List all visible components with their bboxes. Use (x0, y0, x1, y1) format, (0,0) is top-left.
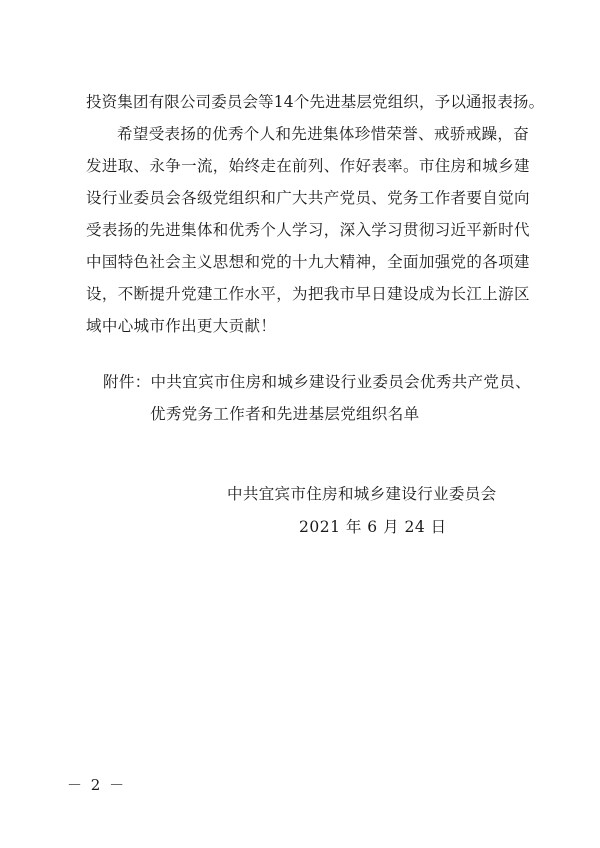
body-line-8: 域中心城市作出更大贡献！ (86, 317, 277, 335)
body-line-4: 设行业委员会各级党组织和广大共产党员、党务工作者要自觉向 (86, 189, 530, 207)
body-line-5: 受表扬的先进集体和优秀个人学习，深入学习贯彻习近平新时代 (86, 221, 530, 239)
body-line-6: 中国特色社会主义思想和党的十九大精神，全面加强党的各项建 (86, 253, 530, 271)
signature-date: 2021 年 6 月 24 日 (299, 518, 447, 536)
signature-organization: 中共宜宾市住房和城乡建设行业委员会 (227, 485, 497, 503)
attachment-line-1: 附件：中共宜宾市住房和城乡建设行业委员会优秀共产党员、 (103, 373, 531, 391)
attachment-line-2: 优秀党务工作者和先进基层党组织名单 (150, 405, 420, 423)
body-line-3: 发进取、永争一流，始终走在前列、作好表率。市住房和城乡建 (86, 157, 530, 175)
page-number: － 2 － (67, 776, 127, 794)
body-line-7: 设，不断提升党建工作水平，为把我市早日建设成为长江上游区 (86, 285, 530, 303)
body-line-2: 希望受表扬的优秀个人和先进集体珍惜荣誉、戒骄戒躁，奋 (117, 125, 530, 143)
body-line-1: 投资集团有限公司委员会等14个先进基层党组织，予以通报表扬。 (86, 93, 545, 111)
